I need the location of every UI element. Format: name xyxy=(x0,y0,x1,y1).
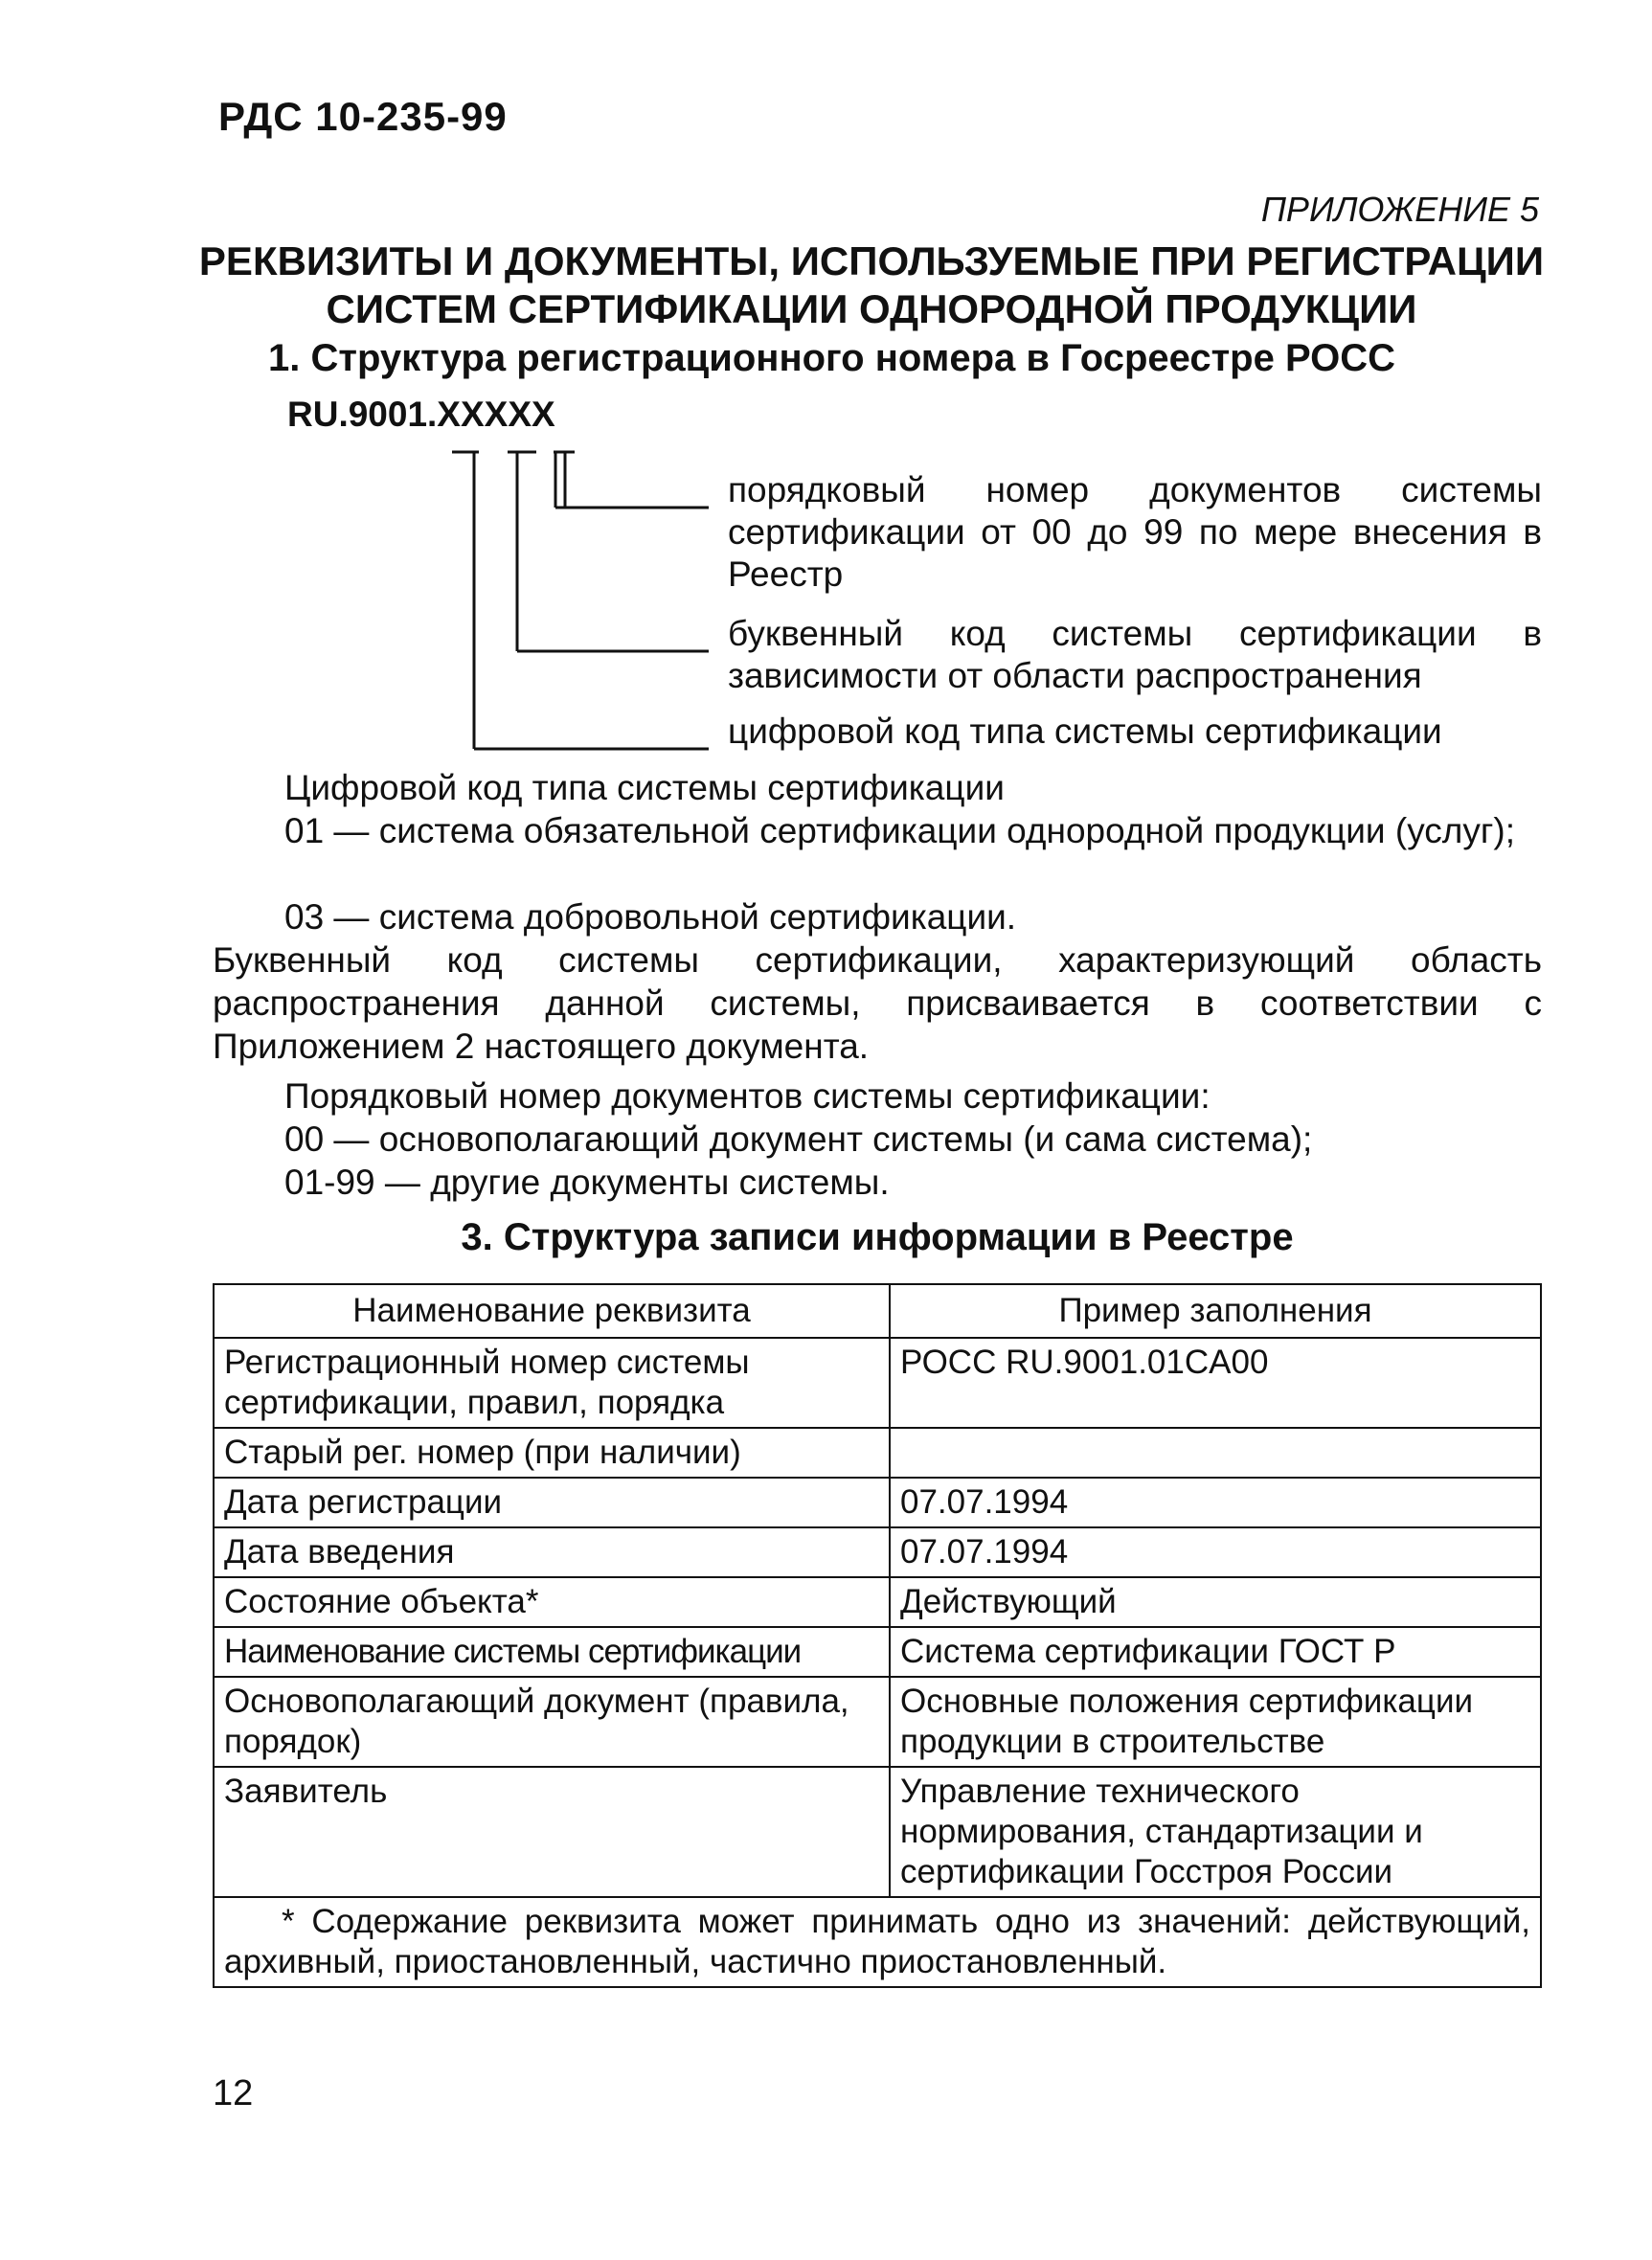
table-row xyxy=(214,1428,1541,1478)
paragraph-digit-code: Цифровой код типа системы сертификации xyxy=(284,768,1005,807)
example-value-cell: Основные положения сертификации продукции в строительстве xyxy=(890,1677,1541,1767)
paragraph-code-03: 03 — система добровольной сертификации. xyxy=(284,897,1017,937)
table-row xyxy=(214,1338,1541,1428)
document-code: РДС 10-235-99 xyxy=(218,94,508,139)
example-value-cell xyxy=(890,1428,1541,1478)
letter-code-description: буквенный код системы сертификации в зависимости от области распространения xyxy=(728,614,1542,695)
ordinal-number-description: порядковый номер документов системы сертификации от 00 до 99 по мере внесения в Реестр xyxy=(728,470,1542,594)
requisite-name-cell: Наименование системы сертификации xyxy=(214,1627,890,1677)
number-structure-diagram xyxy=(431,450,718,766)
example-value-cell: Действующий xyxy=(890,1577,1541,1627)
requisite-name-cell: Состояние объекта* xyxy=(214,1577,890,1627)
table-row xyxy=(214,1767,1541,1897)
paragraph-letter-code: Буквенный код системы сертификации, характеризующий область распространения данной системы, присваивается в соответствии с Приложением 2 настоящего документа. xyxy=(213,940,1542,1066)
example-value-cell: Система сертификации ГОСТ Р xyxy=(890,1627,1541,1677)
example-value-cell: 07.07.1994 xyxy=(890,1478,1541,1527)
requisite-name-cell: Старый рег. номер (при наличии) xyxy=(214,1428,890,1478)
page-number: 12 xyxy=(213,2073,254,2113)
registry-record-table xyxy=(213,1283,1542,1988)
appendix-label: ПРИЛОЖЕНИЕ 5 xyxy=(1260,190,1539,229)
paragraph-code-01-99: 01-99 — другие документы системы. xyxy=(284,1163,890,1202)
paragraph-ordinal-number: Порядковый номер документов системы сертификации: xyxy=(284,1076,1211,1116)
paragraph-code-01: 01 — система обязательной сертификации однородной продукции (услуг); xyxy=(284,811,1515,850)
digit-code-description: цифровой код типа системы сертификации xyxy=(728,712,1442,751)
table-row xyxy=(214,1677,1541,1767)
requisite-name-cell: Основополагающий документ (правила, порядок) xyxy=(214,1677,890,1767)
section-1-heading: 1. Структура регистрационного номера в Госреестре РОСС xyxy=(268,337,1396,379)
example-value-cell: Управление технического нормирования, стандартизации и сертификации Госстроя России xyxy=(890,1767,1541,1897)
section-3-heading: 3. Структура записи информации в Реестре xyxy=(461,1216,1294,1258)
requisite-name-cell: Дата регистрации xyxy=(214,1478,890,1527)
example-value-cell: РОСС RU.9001.01CA00 xyxy=(890,1338,1541,1428)
requisite-name-cell: Регистрационный номер системы сертификации, правил, порядка xyxy=(214,1338,890,1428)
table-row xyxy=(214,1478,1541,1527)
requisite-name-cell: Дата введения xyxy=(214,1527,890,1577)
table-row xyxy=(214,1627,1541,1677)
requisite-name-cell: Заявитель xyxy=(214,1767,890,1897)
registration-number-template: RU.9001.XXXXX xyxy=(287,395,555,434)
column-header-name: Наименование реквизита xyxy=(214,1284,890,1338)
page-title-line-1: РЕКВИЗИТЫ И ДОКУМЕНТЫ, ИСПОЛЬЗУЕМЫЕ ПРИ РЕГИСТРАЦИИ xyxy=(198,238,1545,283)
column-header-example: Пример заполнения xyxy=(890,1284,1541,1338)
table-row xyxy=(214,1527,1541,1577)
table-footnote: * Содержание реквизита может принимать одно из значений: действующий, архивный, приостановленный, частично приостановленный. xyxy=(214,1897,1541,1987)
example-value-cell: 07.07.1994 xyxy=(890,1527,1541,1577)
paragraph-code-00: 00 — основополагающий документ системы (и сама система); xyxy=(284,1119,1313,1159)
table-row xyxy=(214,1577,1541,1627)
table-header-row xyxy=(214,1284,1541,1338)
page-title-line-2: СИСТЕМ СЕРТИФИКАЦИИ ОДНОРОДНОЙ ПРОДУКЦИИ xyxy=(326,286,1417,331)
table-footnote-row xyxy=(214,1897,1541,1987)
